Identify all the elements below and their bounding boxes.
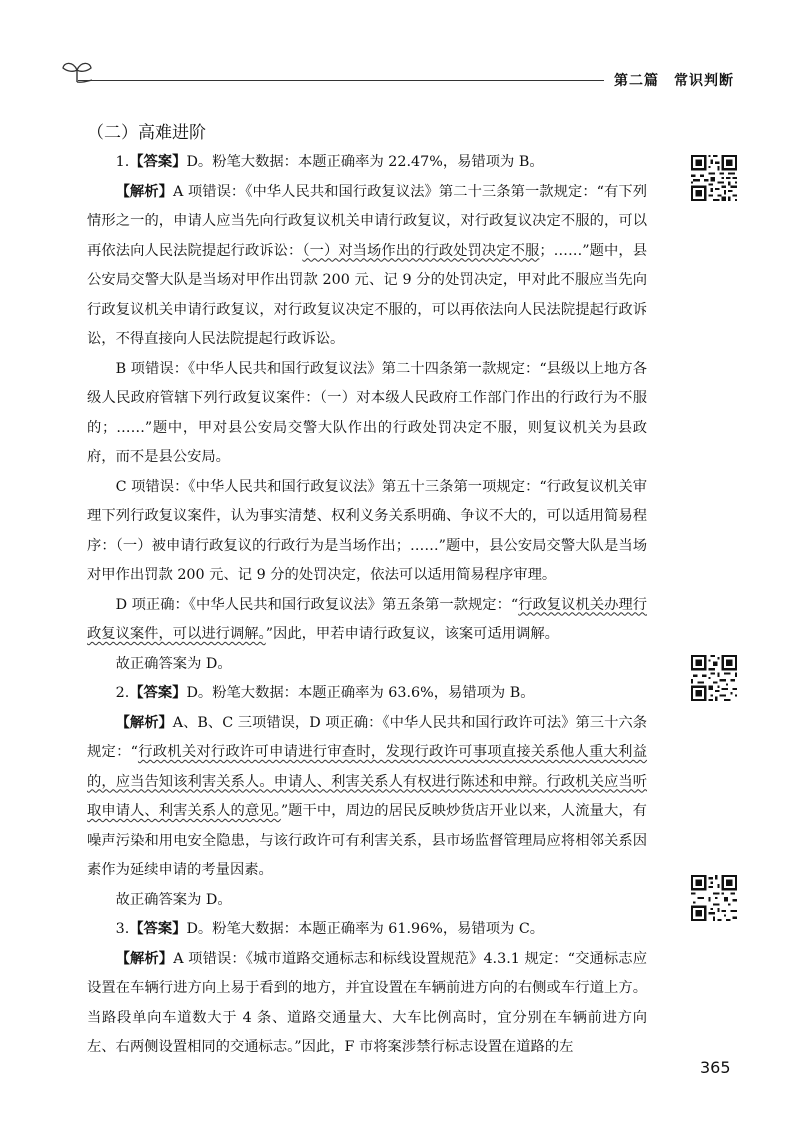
q2-analysis: 【解析】A、B、C 三项错误，D 项正确：《中华人民共和国行政许可法》第三十六条规定：“行政机关对行政许可申请进行审查时，发现行政许可事项直接关系他人重大利益的，应当告知该利害关系人。申请人、利害关系人有权进行陈述和申辩。行政机关应当听取申请人、利害关系人的意见。”题干中，周边的居民反映炒货店开业以来，人流量大，有噪声污染和用电安全隐患，与该行政许可有利害关系，县市场监督管理局应将相邻关系因素作为延续申请的考量因素。	[87, 714, 648, 878]
q1-conclusion: 故正确答案为 D。	[115, 655, 232, 672]
section-title: （二）高难进阶	[87, 123, 206, 143]
chapter-header: 第二篇 常识判断	[614, 73, 734, 89]
q1-analysis-a: 【解析】A 项错误：《中华人民共和国行政复议法》第二十三条第一款规定：“有下列情形之一的，申请人应当先向行政复议机关申请行政复议，对行政复议决定不服的，可以再依法向人民法院提起行政诉讼：（一）对当场作出的行政处罚决定不服；……”题中，县公安局交警大队是当场对甲作出罚款 200 元、记 9 分的处罚决定，甲对此不服应当先向行政复议机关申请行政复议，对行政复议决定不服的，可以再依法向人民法院提起行政诉讼，不得直接向人民法院提起行政诉讼。	[87, 183, 647, 347]
page-number: 365	[700, 1058, 731, 1077]
q1-analysis-b: B 项错误：《中华人民共和国行政复议法》第二十四条第一款规定：“县级以上地方各级人民政府管辖下列行政复议案件：（一）对本级人民政府工作部门作出的行政行为不服的；……”题中，甲对县公安局交警大队作出的行政处罚决定不服，则复议机关为县政府，而不是县公安局。	[87, 360, 647, 465]
q2-answer-line: 2.【答案】D。粉笔大数据：本题正确率为 63.6%，易错项为 B。	[115, 685, 535, 701]
header-rule	[78, 80, 604, 81]
q1-answer-line: 1.【答案】D。粉笔大数据：本题正确率为 22.47%，易错项为 B。	[115, 154, 544, 170]
qr-code-icon[interactable]	[691, 655, 737, 701]
q2-conclusion: 故正确答案为 D。	[115, 891, 232, 908]
qr-code-icon[interactable]	[691, 155, 737, 201]
q1-analysis-c: C 项错误：《中华人民共和国行政复议法》第五十三条第一项规定：“行政复议机关审理下列行政复议案件，认为事实清楚、权利义务关系明确、争议不大的，可以适用简易程序：（一）被申请行政复议的行政行为是当场作出；……”题中，县公安局交警大队是当场对甲作出罚款 200 元、记 9 分的处罚决定，依法可以适用简易程序审理。	[87, 478, 647, 583]
qr-code-graphic	[691, 655, 737, 701]
qr-code-icon[interactable]	[691, 875, 737, 921]
q3-analysis: 【解析】A 项错误：《城市道路交通标志和标线设置规范》4.3.1 规定：“交通标志应设置在车辆行进方向上易于看到的地方，并宜设置在车辆前进方向的右侧或车行道上方。当路段单向车道数大于 4 条、道路交通量大、大车比例高时，宜分别在车辆前进方向左、右两侧设置相同的交通标志。”因此，F 市将案涉禁行标志设置在道路的左	[87, 950, 647, 1055]
qr-code-graphic	[691, 875, 737, 921]
q3-answer-line: 3.【答案】D。粉笔大数据：本题正确率为 61.96%，易错项为 C。	[115, 921, 545, 937]
answer-content	[87, 148, 647, 1063]
q1-analysis-d: D 项正确：《中华人民共和国行政复议法》第五条第一款规定：“行政复议机关办理行政复议案件，可以进行调解。”因此，甲若申请行政复议，该案可适用调解。	[87, 596, 647, 642]
qr-code-graphic	[691, 155, 737, 201]
